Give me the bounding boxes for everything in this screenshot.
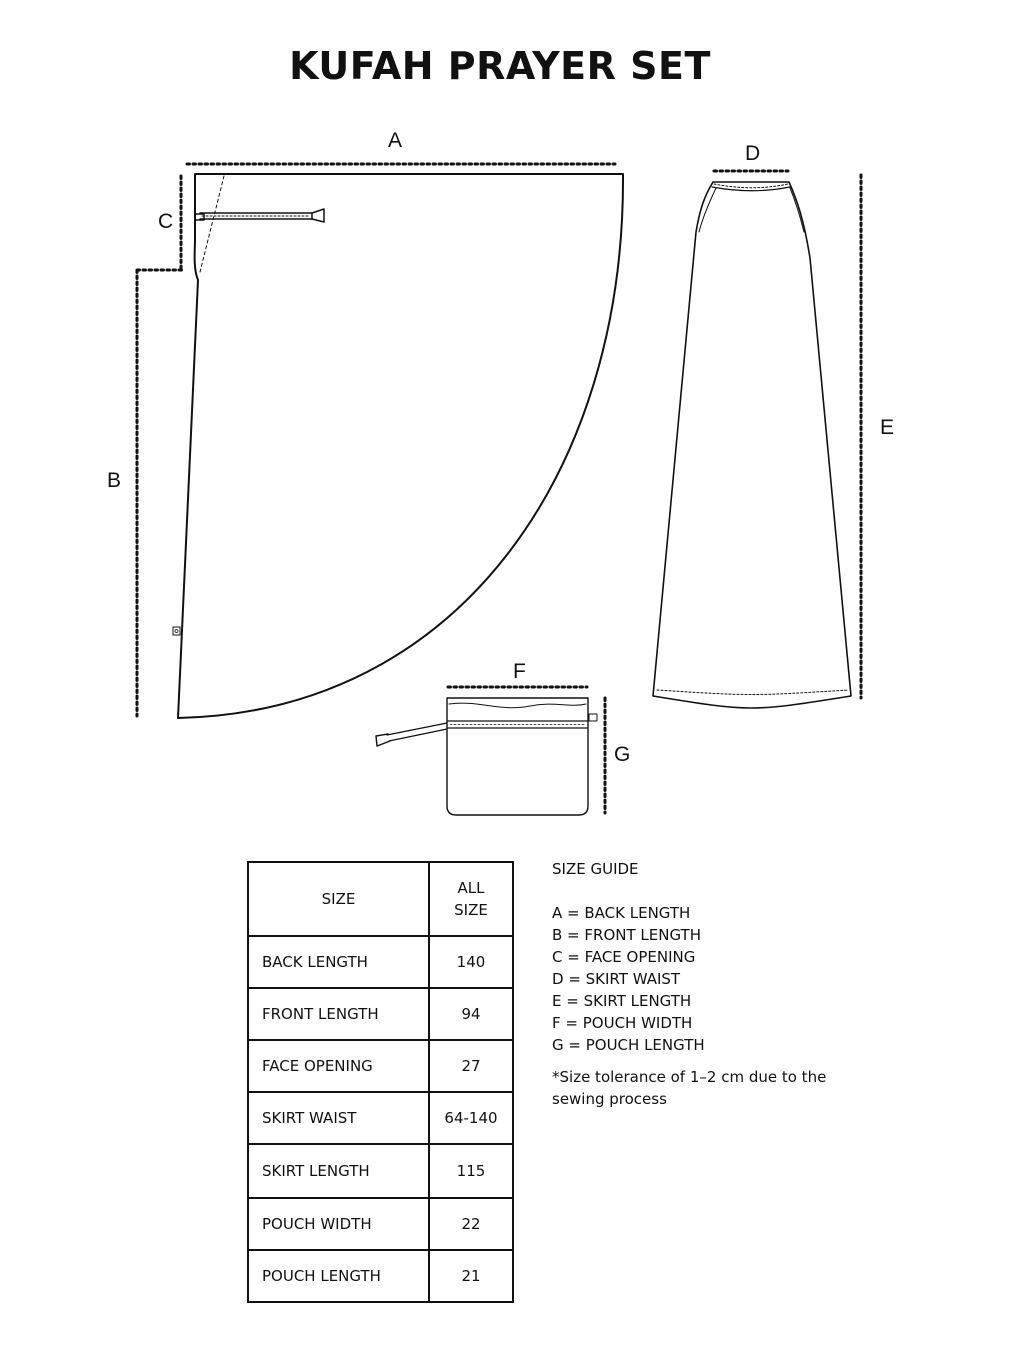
table-header-row — [248, 862, 513, 936]
header-all-size — [429, 862, 513, 936]
row-name: FACE OPENING — [248, 1040, 429, 1092]
drawstring-icon — [200, 209, 324, 222]
table-row — [248, 936, 513, 988]
size-guide-heading: SIZE GUIDE — [552, 860, 639, 878]
skirt-outline — [653, 182, 851, 708]
table-row — [248, 1040, 513, 1092]
size-guide-item: E = SKIRT LENGTH — [552, 992, 692, 1010]
row-name: SKIRT LENGTH — [248, 1144, 429, 1198]
size-table — [247, 861, 514, 1303]
size-guide-item: G = POUCH LENGTH — [552, 1036, 705, 1054]
size-guide-item: D = SKIRT WAIST — [552, 970, 681, 988]
dimension-label-b: B — [107, 469, 122, 492]
prayer-top-outline — [178, 174, 623, 718]
dimension-label-e: E — [880, 416, 895, 439]
dimension-label-f: F — [513, 660, 526, 683]
row-name: POUCH LENGTH — [248, 1250, 429, 1302]
table-row — [248, 1198, 513, 1250]
dimension-label-a: A — [388, 129, 403, 152]
row-name: POUCH WIDTH — [248, 1198, 429, 1250]
size-tolerance-note-line2: sewing process — [552, 1090, 667, 1108]
row-value: 140 — [429, 936, 513, 988]
label-tag-icon — [173, 627, 180, 635]
size-guide — [552, 858, 852, 1110]
header-all-size-line1: ALL — [457, 879, 485, 897]
table-row — [248, 1250, 513, 1302]
size-guide-item: B = FRONT LENGTH — [552, 926, 701, 944]
page-title: KUFAH PRAYER SET — [289, 44, 711, 88]
row-value: 21 — [429, 1250, 513, 1302]
dimension-label-c: C — [158, 210, 174, 233]
table-row — [248, 1092, 513, 1144]
row-name: FRONT LENGTH — [248, 988, 429, 1040]
dimension-line-b — [137, 270, 183, 716]
dimension-label-d: D — [745, 142, 761, 165]
row-value: 22 — [429, 1198, 513, 1250]
row-value: 115 — [429, 1144, 513, 1198]
size-guide-item: F = POUCH WIDTH — [552, 1014, 693, 1032]
row-value: 27 — [429, 1040, 513, 1092]
header-size: SIZE — [248, 862, 429, 936]
size-guide-item: A = BACK LENGTH — [552, 904, 691, 922]
table-row — [248, 1144, 513, 1198]
header-all-size-line2: SIZE — [454, 901, 488, 919]
table-row — [248, 988, 513, 1040]
row-name: SKIRT WAIST — [248, 1092, 429, 1144]
row-value: 64-140 — [429, 1092, 513, 1144]
row-name: BACK LENGTH — [248, 936, 429, 988]
size-tolerance-note-line1: *Size tolerance of 1–2 cm due to the — [552, 1068, 827, 1086]
size-guide-item: C = FACE OPENING — [552, 948, 696, 966]
size-tolerance-note — [552, 1066, 852, 1110]
row-value: 94 — [429, 988, 513, 1040]
dimension-label-g: G — [614, 743, 631, 766]
pouch-outline — [447, 698, 597, 815]
pouch-drawstring-icon — [376, 723, 447, 746]
